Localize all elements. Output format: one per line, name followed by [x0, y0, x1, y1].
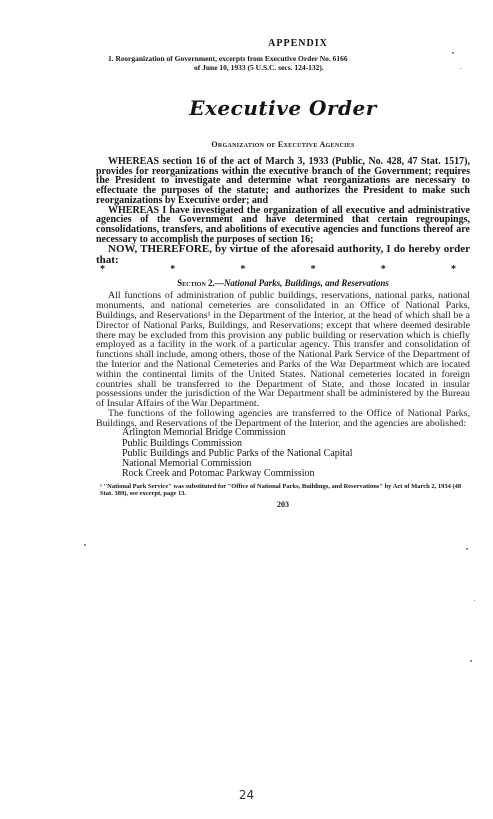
list-item: Public Buildings Commission	[122, 437, 243, 449]
scan-speck	[460, 68, 461, 69]
appendix-page	[96, 38, 470, 509]
now-therefore-paragraph: NOW, THEREFORE, by virtue of the aforesaid authority, I do hereby order that:	[96, 243, 470, 267]
section-2-paragraph-2: The functions of the following agencies are transferred to the Office of National Parks, Buildings, and Reservations of the Department of the Interior, and the agencies are abolished:	[96, 407, 470, 429]
list-item: Public Buildings and Public Parks of the National Capital	[122, 447, 353, 459]
executive-order-title: Executive Order	[189, 96, 377, 120]
list-item: Arlington Memorial Bridge Commission	[122, 427, 286, 439]
ellipsis-stars	[96, 266, 470, 274]
list-item: National Memorial Commission	[122, 458, 252, 470]
section-title: —National Parks, Buildings, and Reservations	[214, 278, 389, 289]
page-number: 203	[277, 499, 289, 509]
scan-speck	[470, 660, 472, 662]
star: *	[450, 264, 456, 276]
item-heading	[96, 54, 470, 72]
whereas-paragraph-1: WHEREAS section 16 of the act of March 3, 1933 (Public, No. 428, 47 Stat. 1517), provides for reorganizations within the executive branch of the Government; requires the President to investigate and determine what reorganizations are necessary to effectuate the purposes of the statute; and authorizes the President to make such reorganizations by Executive order; and	[96, 156, 470, 206]
star: *	[380, 264, 386, 276]
footnote: ¹ "National Park Service" was substituted for "Office of National Parks, Buildings, and Reservations" by Act of March 2, 1934 (48 Stat. 389), see excerpt, page 13.	[100, 482, 462, 497]
section-2-heading	[96, 278, 470, 288]
appendix-heading: APPENDIX	[268, 38, 328, 49]
agency-list	[122, 428, 470, 479]
bottom-page-number: 24	[238, 788, 255, 802]
star: *	[310, 264, 316, 276]
section-2-paragraph-1: All functions of administration of public buildings, reservations, national parks, national monuments, and national cemeteries are consolidated in an Office of National Parks, Buildings, and Reservations¹ in the Department of the Interior, at the head of which shall be a Director of National Parks, Buildings, and Reservations; except that where deemed desirable there may be excluded from this provision any public building or reservation which is chiefly employed as a facility in the work of a particular agency. This transfer and consolidation of functions shall include, among others, those of the National Park Service of the Department of the Interior and the National Cemeteries and Parks of the War Department which are located within the continental limits of the United States. National cemeteries located in foreign countries shall be transferred to the Department of State, and those located in insular possessions under the jurisdiction of the War Department shall be administered by the Bureau of Insular Affairs of the War Department.	[96, 290, 470, 410]
whereas-paragraph-2: WHEREAS I have investigated the organization of all executive and administrative agencies of the Government and have determined that certain regroupings, consolidations, transfers, and abolitions of executive agencies and functions thereof are necessary to accomplish the purposes of section 16;	[96, 204, 470, 245]
scan-speck	[466, 548, 468, 550]
star: *	[240, 264, 246, 276]
item-heading-line2: of June 10, 1933 (5 U.S.C. secs. 124-132).	[194, 63, 324, 72]
star: *	[100, 264, 105, 276]
organization-heading: Organization of Executive Agencies	[211, 140, 355, 149]
list-item: Rock Creek and Potomac Parkway Commission	[122, 468, 315, 480]
star: *	[170, 264, 176, 276]
item-heading-line1: 1. Reorganization of Government, excerpts from Executive Order No. 6166	[108, 54, 348, 63]
section-label: Section 2.	[177, 278, 215, 289]
scan-speck	[84, 544, 86, 546]
scan-speck	[452, 52, 454, 54]
scan-speck	[474, 600, 475, 601]
